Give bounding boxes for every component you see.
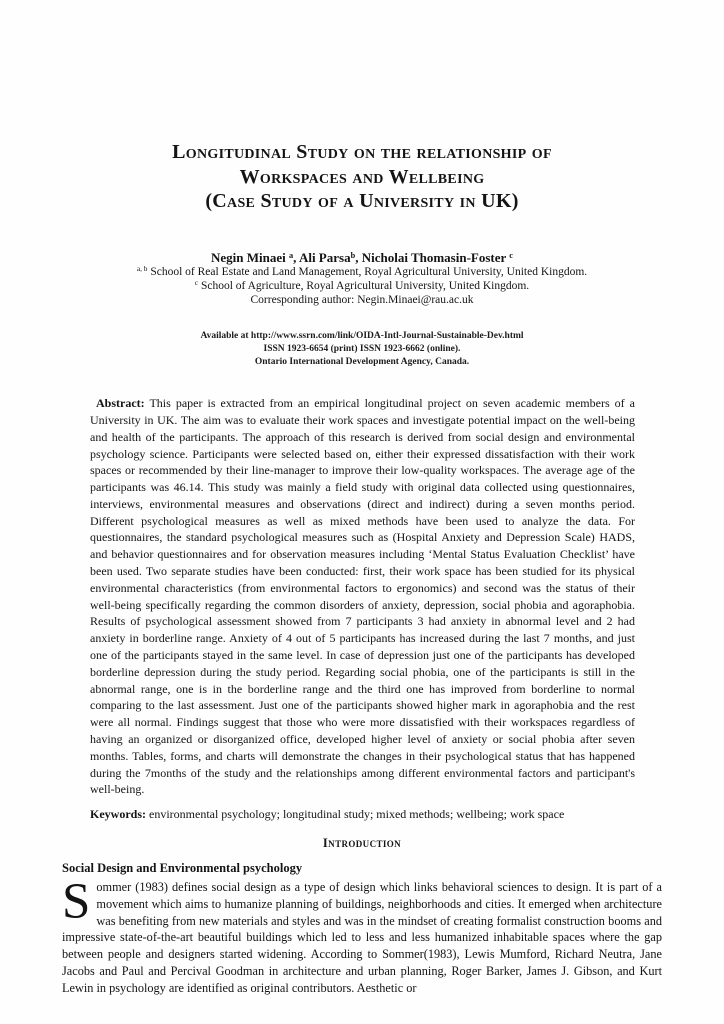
keywords-label: Keywords: [90,807,146,822]
affiliation-2-mark: c [194,278,199,288]
author-1-affiliation-mark: a [288,250,294,260]
author-2-affiliation-mark: b [350,250,356,260]
paper-title [62,140,662,214]
affiliation-2-text: School of Agriculture, Royal Agricultural University, United Kingdom. [198,279,530,292]
authors-line [62,250,662,265]
affiliation-1-marks: a, b [136,264,148,274]
availability-url-line: Available at http://www.ssrn.com/link/OIDA-Intl-Journal-Sustainable-Dev.html [200,331,524,342]
abstract-paragraph [90,395,635,798]
issn-line: ISSN 1923-6654 (print) ISSN 1923-6662 (online). [263,344,461,355]
author-separator-2: , [355,249,362,265]
author-3-affiliation-mark: c [509,250,513,260]
keywords-text: environmental psychology; longitudinal study; mixed methods; wellbeing; work space [146,807,565,822]
affiliation-2 [62,279,662,293]
author-2-name: Ali Parsa [298,249,351,265]
title-line-1: Longitudinal Study on the relationship of [172,141,552,163]
abstract-text: This paper is extracted from an empirical longitudinal project on seven academic members of a University in UK. The aim was to evaluate their work spaces and investigate potential impact on the well-being and health of the participants. The approach of this research is derived from social design and environmental psychology science. Participants were selected based on, either their expressed dissatisfaction with their work spaces or recommended by their line-manager to improve their low-quality workspaces. The average age of the participants was 46.14. This study was mainly a field study with original data collected using questionnaires, interviews, environmental measures and observations (direct and indirect) during a seven months period. Different psychological measures as well as mixed methods have been used to analyze the data. For questionnaires, the standard psychological measures such as (Hospital Anxiety and Depression Scale) HADS, and behavior questionnaires and for observation measures including ‘Mental Status Evaluation Checklist’ have been used. Two separate studies have been conducted: first, their work space has been studied for its physical environmental characteristics (from environmental factors to ergonomics) and second was the status of their well-being specifically regarding the common disorders of anxiety, depression, social phobia and agoraphobia. Results of psychological assessment showed from 7 participants 3 had anxiety in abnormal level and 2 had anxiety in borderline range. Anxiety of 4 out of 5 participants has increased during the last 7 months, and just one of the participants stayed in the same level. In case of depression just one of the participants has developed borderline depression during the study period. Regarding social phobia, one of the participants is still in the abnormal range, one is in the borderline range and the third one has improved from borderline to normal comparing to the last assessment. Just one of the participants showed higher mark in agoraphobia and the rest were all normal. Findings suggest that those who were more dissatisfied with their workspaces regardless of having an organized or disorganized office, developed higher level of anxiety or social phobia after seven months. Tables, forms, and charts will demonstrate the changes in their psychological status that has happened during the 7months of the study and the relationships among different environmental factors and participant's well-being. [90,396,635,797]
affiliation-1 [62,265,662,279]
drop-cap: S [62,874,91,931]
abstract-label: Abstract: [96,396,145,411]
introduction-heading: Introduction [322,836,402,851]
affiliation-1-text: School of Real Estate and Land Management, Royal Agricultural University, United Kingdom. [147,265,588,278]
title-line-3: (Case Study of a University in UK) [205,190,519,212]
keywords-paragraph [90,806,635,823]
title-line-2: Workspaces and Wellbeing [239,165,485,188]
agency-line: Ontario International Development Agency, Canada. [254,357,470,368]
author-separator-1: , [293,249,299,265]
introduction-text: ommer (1983) defines social design as a type of design which links behavioral sciences to design. It is part of a movement which aims to humanize planning of buildings, neighborhoods and cities. It emerged when architecture was benefiting from new materials and styles and was in the mindset of creating formalist construction booms and impressive state-of-the-art beautiful buildings which led to less and less humanized inhabitable spaces where the gap between people and designers started widening. According to Sommer(1983), Lewis Mumford, Richard Neutra, Jane Jacobs and Paul and Percival Goodman in architecture and urban planning, Roger Barker, James J. Gibson, and Kurt Lewin in psychology are identified as original contributors. Aesthetic or [62,880,662,995]
availability-block [62,330,662,369]
author-1-name: Negin Minaei [210,249,289,265]
corresponding-author-line: Corresponding author: Negin.Minaei@rau.ac.uk [250,293,474,306]
social-design-subheading: Social Design and Environmental psychology [62,861,303,876]
author-3-name: Nicholai Thomasin-Foster [361,249,510,265]
affiliations-block [62,265,662,308]
introduction-paragraph [62,874,662,997]
